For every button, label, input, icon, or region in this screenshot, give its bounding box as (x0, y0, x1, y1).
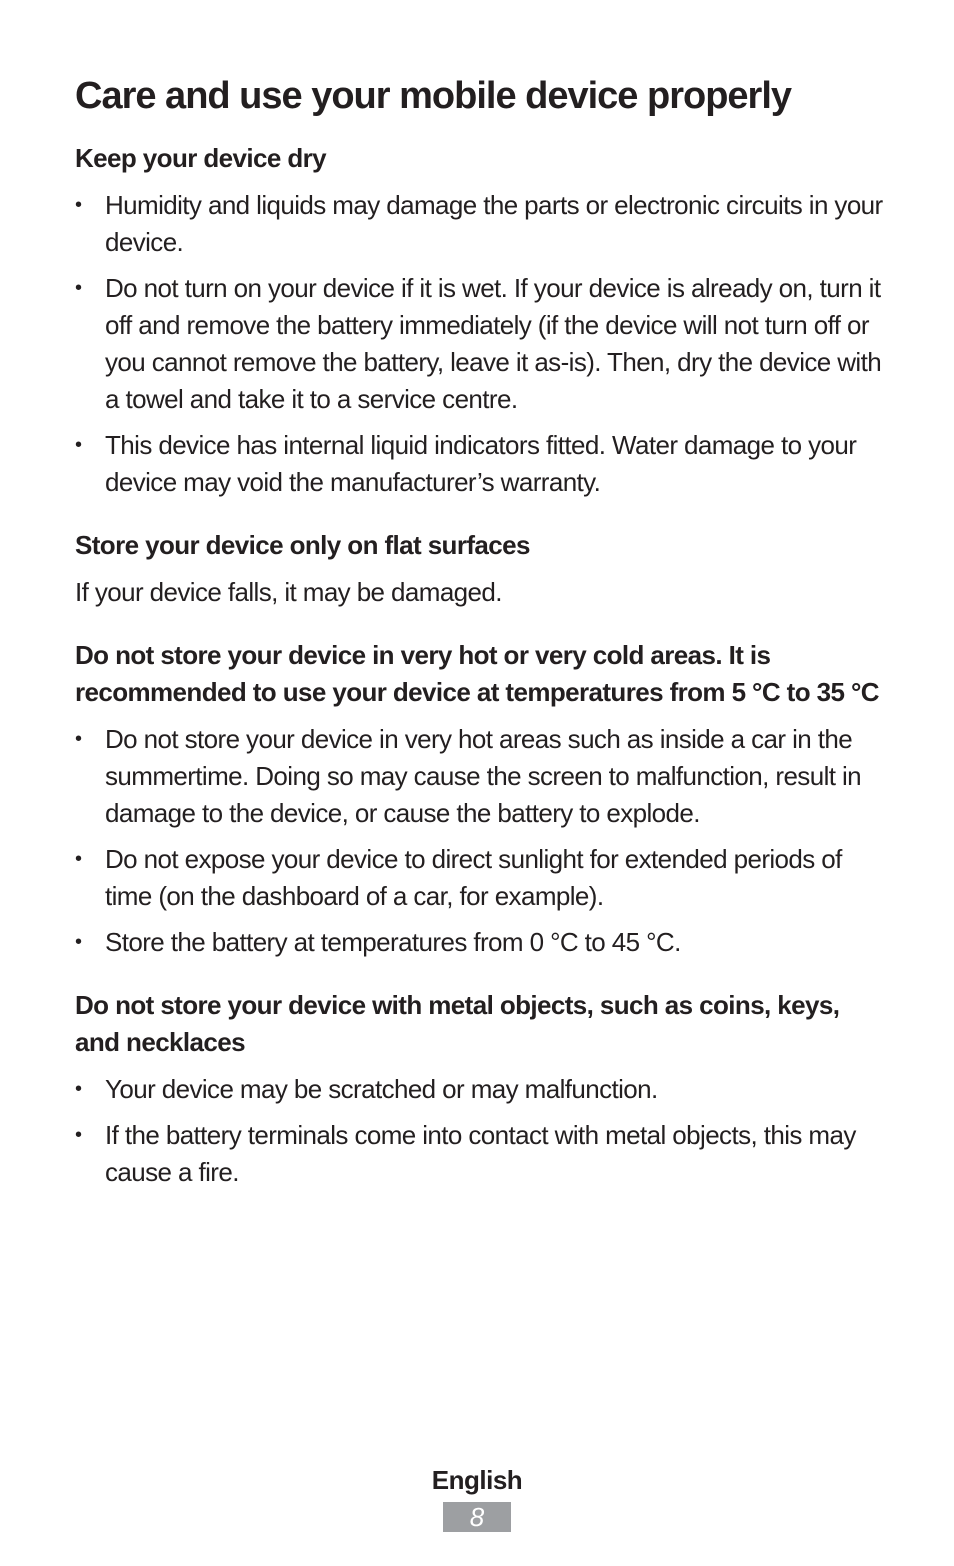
page-footer (0, 1462, 954, 1532)
list-item: • Do not turn on your device if it is wet. If your device is already on, turn it off and remove the battery immediately (if the device will not turn off or you cannot remove the battery, leave it as-is). Then, dry the device with a towel and take it to a service centre. (75, 270, 887, 418)
list-item: • Do not store your device in very hot areas such as inside a car in the summertime. Doing so may cause the screen to malfunction, result in damage to the device, or cause the battery to explode. (75, 721, 887, 832)
bullet-list (75, 721, 887, 961)
section-flat-surfaces (75, 527, 887, 611)
list-item: • Do not expose your device to direct sunlight for extended periods of time (on the dashboard of a car, for example). (75, 841, 887, 915)
list-item: • Your device may be scratched or may malfunction. (75, 1071, 887, 1108)
section-body: If your device falls, it may be damaged. (75, 577, 502, 607)
bullet-list (75, 1071, 887, 1191)
page-number: 8 (443, 1502, 511, 1532)
section-metal-objects (75, 987, 887, 1191)
section-temperature (75, 637, 887, 961)
section-keep-dry (75, 140, 887, 501)
list-item: • This device has internal liquid indicators fitted. Water damage to your device may void the manufacturer’s warranty. (75, 427, 887, 501)
list-item: • If the battery terminals come into contact with metal objects, this may cause a fire. (75, 1117, 887, 1191)
section-heading: Do not store your device in very hot or very cold areas. It is recommended to use your device at temperatures from 5 °C to 35 °C (75, 640, 879, 707)
bullet-list (75, 187, 887, 501)
list-item: • Store the battery at temperatures from 0 °C to 45 °C. (75, 924, 887, 961)
page-title: Care and use your mobile device properly (75, 75, 792, 117)
section-heading: Do not store your device with metal objects, such as coins, keys, and necklaces (75, 990, 840, 1057)
manual-page (75, 72, 887, 1217)
list-item: • Humidity and liquids may damage the parts or electronic circuits in your device. (75, 187, 887, 261)
section-heading: Keep your device dry (75, 143, 326, 173)
footer-language: English (431, 1465, 523, 1495)
section-heading: Store your device only on flat surfaces (75, 530, 530, 560)
